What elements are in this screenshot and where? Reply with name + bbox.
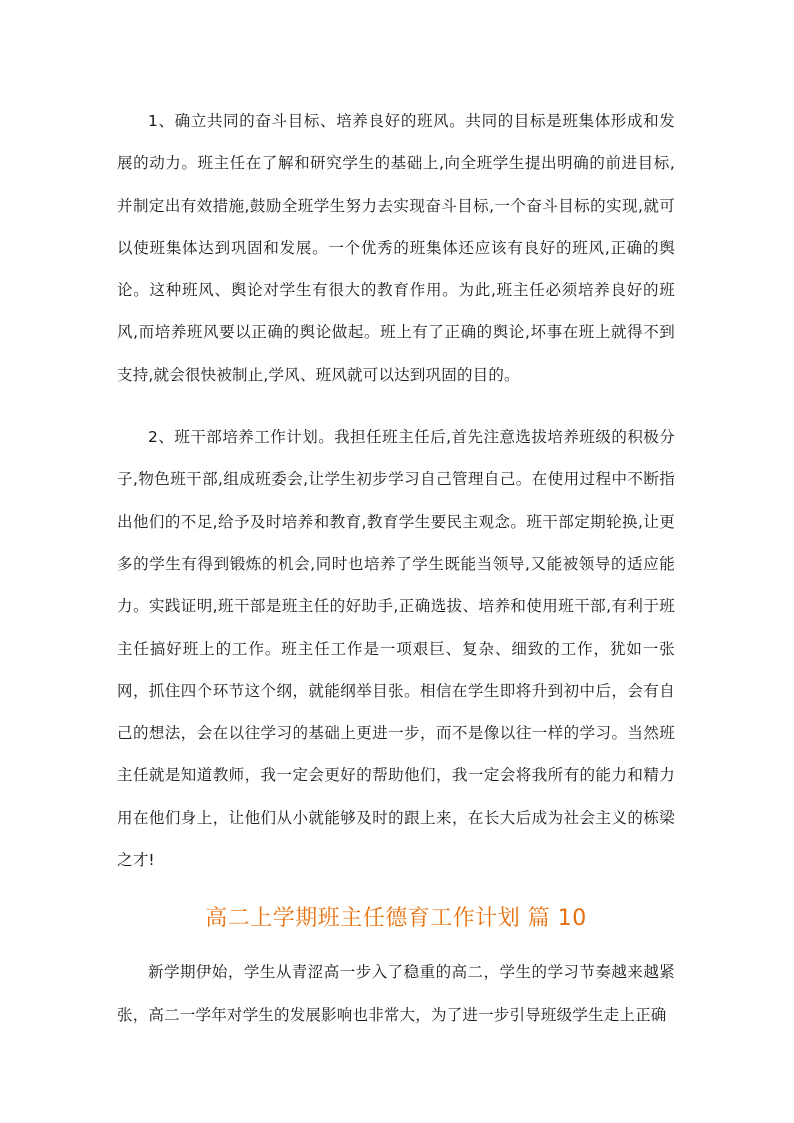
paragraph-new-semester: 新学期伊始，学生从青涩高一步入了稳重的高二，学生的学习节奏越来越紧张，高二一学年对学生的发展影响也非常大，为了进一步引导班级学生走上正确 (117, 963, 675, 1024)
paragraph-class-goals: 1、确立共同的奋斗目标、培养良好的班风。共同的目标是班集体形成和发展的动力。班主任在了解和研究学生的基础上,向全班学生提出明确的前进目标,并制定出有效措施,鼓励全班学生努力去实现奋斗目标,一个奋斗目标的实现,就可以使班集体达到巩固和发展。一个优秀的班集体还应该有良好的班风,正确的舆论。这种班风、舆论对学生有很大的教育作用。为此,班主任必须培养良好的班风,而培养班风要以正确的舆论做起。班上有了正确的舆论,坏事在班上就得不到支持,就会很快被制止,学风、班风就可以达到巩固的目的。 (117, 112, 675, 384)
document-body (117, 100, 675, 1036)
paragraph-class-cadres: 2、班干部培养工作计划。我担任班主任后,首先注意选拔培养班级的积极分子,物色班干部,组成班委会,让学生初步学习自己管理自己。在使用过程中不断指出他们的不足,给予及时培养和教育,教育学生要民主观念。班干部定期轮换,让更多的学生有得到锻炼的机会,同时也培养了学生既能当领导,又能被领导的适应能力。实践证明,班干部是班主任的好助手,正确选拔、培养和使用班干部,有利于班主任搞好班上的工作。班主任工作是一项艰巨、复杂、细致的工作，犹如一张网，抓住四个环节这个纲，就能纲举目张。相信在学生即将升到初中后，会有自己的想法，会在以往学习的基础上更进一步，而不是像以往一样的学习。当然班主任就是知道教师，我一定会更好的帮助他们，我一定会将我所有的能力和精力用在他们身上，让他们从小就能够及时的跟上来，在长大后成为社会主义的栋梁之才! (117, 428, 675, 870)
section-heading: 高二上学期班主任德育工作计划 篇 10 (205, 906, 587, 932)
